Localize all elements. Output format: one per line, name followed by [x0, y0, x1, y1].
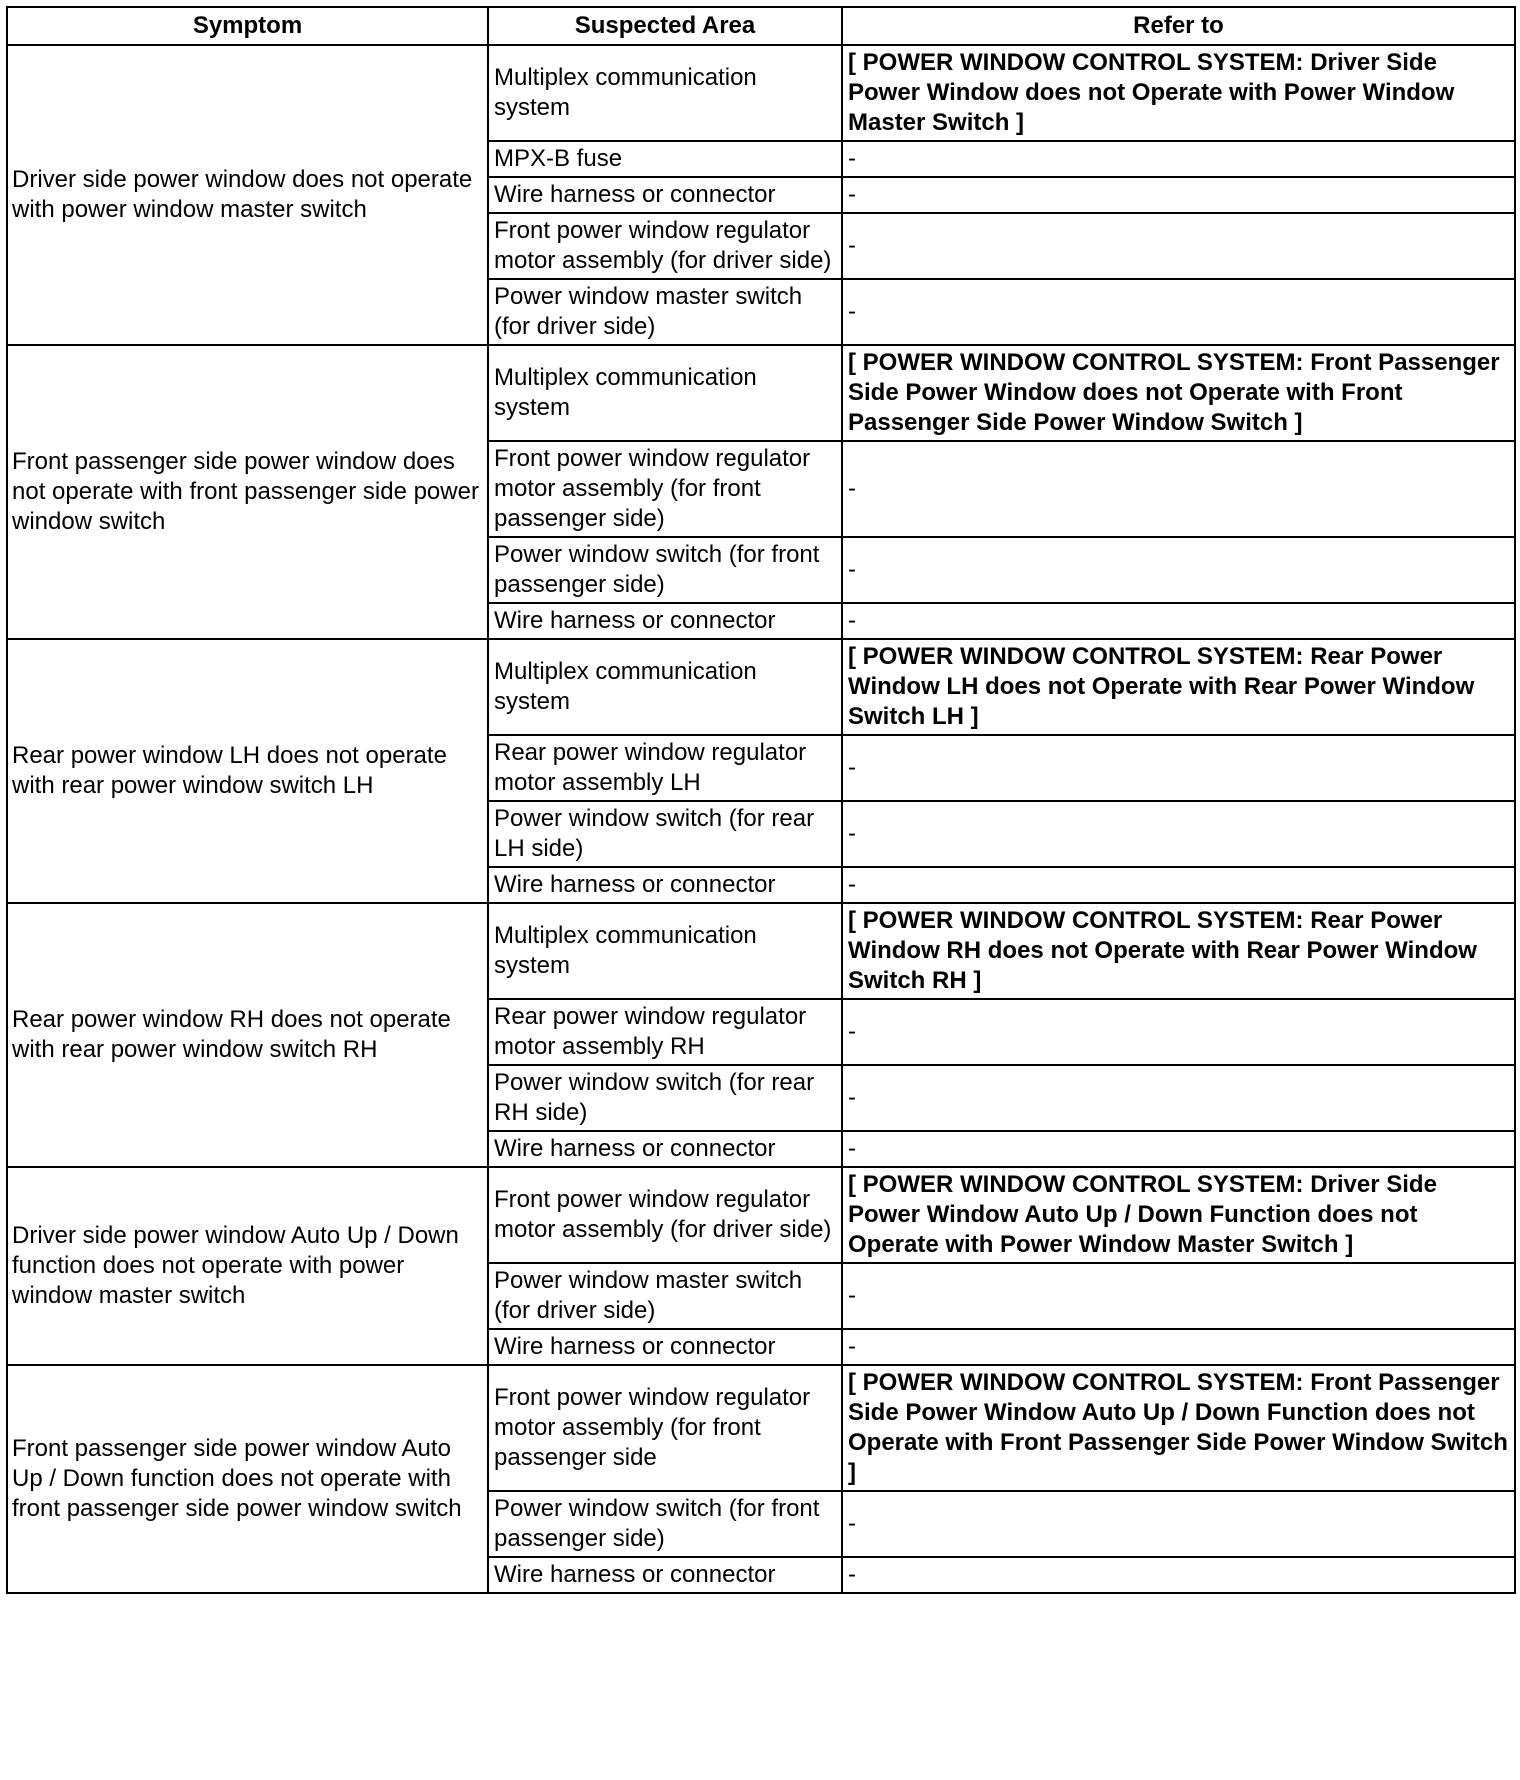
suspected-area-cell: Power window switch (for front passenger side): [488, 537, 842, 603]
suspected-area-cell: Front power window regulator motor assembly (for front passenger side: [488, 1365, 842, 1491]
symptom-cell: Driver side power window does not operate with power window master switch: [7, 45, 488, 345]
suspected-area-cell: Wire harness or connector: [488, 177, 842, 213]
refer-to-link[interactable]: [ POWER WINDOW CONTROL SYSTEM: Driver Side Power Window does not Operate with Power Window Master Switch ]: [842, 45, 1515, 141]
symptom-cell: Rear power window LH does not operate with rear power window switch LH: [7, 639, 488, 903]
suspected-area-cell: Multiplex communication system: [488, 345, 842, 441]
suspected-area-cell: Wire harness or connector: [488, 867, 842, 903]
troubleshooting-table: [6, 6, 1516, 1594]
table-row: [7, 1167, 1515, 1263]
suspected-area-cell: Multiplex communication system: [488, 639, 842, 735]
header-refer-to: Refer to: [842, 7, 1515, 45]
symptom-cell: Front passenger side power window Auto Up / Down function does not operate with front passenger side power window switch: [7, 1365, 488, 1593]
table-row: [7, 903, 1515, 999]
table-row: [7, 1365, 1515, 1491]
refer-to-cell: -: [842, 537, 1515, 603]
refer-to-link[interactable]: [ POWER WINDOW CONTROL SYSTEM: Front Passenger Side Power Window does not Operate with Front Passenger Side Power Window Switch ]: [842, 345, 1515, 441]
refer-to-cell: -: [842, 1263, 1515, 1329]
header-row: [7, 7, 1515, 45]
refer-to-cell: -: [842, 279, 1515, 345]
suspected-area-cell: Front power window regulator motor assembly (for driver side): [488, 213, 842, 279]
refer-to-link[interactable]: [ POWER WINDOW CONTROL SYSTEM: Front Passenger Side Power Window Auto Up / Down Function does not Operate with Front Passenger Side Power Window Switch ]: [842, 1365, 1515, 1491]
table-body: [7, 45, 1515, 1593]
suspected-area-cell: Power window switch (for front passenger side): [488, 1491, 842, 1557]
refer-to-cell: -: [842, 735, 1515, 801]
refer-to-cell: -: [842, 867, 1515, 903]
refer-to-cell: -: [842, 213, 1515, 279]
suspected-area-cell: Multiplex communication system: [488, 45, 842, 141]
refer-to-link[interactable]: [ POWER WINDOW CONTROL SYSTEM: Rear Power Window LH does not Operate with Rear Power Window Switch LH ]: [842, 639, 1515, 735]
suspected-area-cell: Rear power window regulator motor assembly LH: [488, 735, 842, 801]
refer-to-cell: -: [842, 801, 1515, 867]
suspected-area-cell: Power window switch (for rear RH side): [488, 1065, 842, 1131]
refer-to-cell: -: [842, 999, 1515, 1065]
suspected-area-cell: Wire harness or connector: [488, 1131, 842, 1167]
refer-to-link[interactable]: [ POWER WINDOW CONTROL SYSTEM: Driver Side Power Window Auto Up / Down Function does not Operate with Power Window Master Switch ]: [842, 1167, 1515, 1263]
suspected-area-cell: Power window master switch (for driver side): [488, 279, 842, 345]
symptom-cell: Driver side power window Auto Up / Down function does not operate with power window master switch: [7, 1167, 488, 1365]
symptom-cell: Front passenger side power window does not operate with front passenger side power window switch: [7, 345, 488, 639]
suspected-area-cell: Rear power window regulator motor assembly RH: [488, 999, 842, 1065]
suspected-area-cell: Front power window regulator motor assembly (for driver side): [488, 1167, 842, 1263]
refer-to-cell: -: [842, 141, 1515, 177]
symptom-cell: Rear power window RH does not operate with rear power window switch RH: [7, 903, 488, 1167]
refer-to-cell: -: [842, 1329, 1515, 1365]
refer-to-link[interactable]: [ POWER WINDOW CONTROL SYSTEM: Rear Power Window RH does not Operate with Rear Power Window Switch RH ]: [842, 903, 1515, 999]
suspected-area-cell: Wire harness or connector: [488, 1329, 842, 1365]
suspected-area-cell: Wire harness or connector: [488, 1557, 842, 1593]
table-row: [7, 45, 1515, 141]
suspected-area-cell: Power window master switch (for driver side): [488, 1263, 842, 1329]
suspected-area-cell: Power window switch (for rear LH side): [488, 801, 842, 867]
refer-to-cell: -: [842, 177, 1515, 213]
header-suspected-area: Suspected Area: [488, 7, 842, 45]
refer-to-cell: -: [842, 1557, 1515, 1593]
table-row: [7, 345, 1515, 441]
suspected-area-cell: Front power window regulator motor assembly (for front passenger side): [488, 441, 842, 537]
refer-to-cell: -: [842, 441, 1515, 537]
refer-to-cell: -: [842, 1131, 1515, 1167]
table-row: [7, 639, 1515, 735]
suspected-area-cell: Wire harness or connector: [488, 603, 842, 639]
refer-to-cell: -: [842, 603, 1515, 639]
suspected-area-cell: MPX-B fuse: [488, 141, 842, 177]
refer-to-cell: -: [842, 1065, 1515, 1131]
refer-to-cell: -: [842, 1491, 1515, 1557]
header-symptom: Symptom: [7, 7, 488, 45]
suspected-area-cell: Multiplex communication system: [488, 903, 842, 999]
